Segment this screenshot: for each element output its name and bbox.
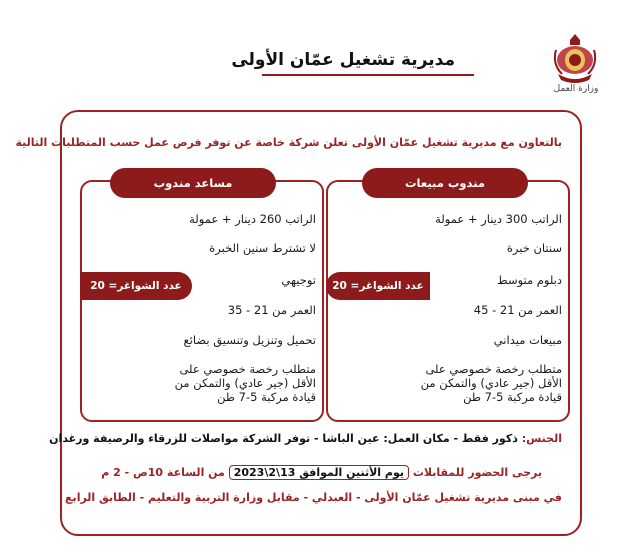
attend-intro: يرجى الحضور للمقابلات: [412, 466, 542, 479]
title-underline: [262, 74, 474, 76]
role-title-assistant-rep: مساعد مندوب: [110, 168, 276, 198]
gender-and-workplace: [49, 432, 562, 445]
requirement-item: دبلوم متوسط: [497, 273, 562, 287]
gender-text: ذكور فقط - مكان العمل: عين الباشا - توفر الشركة مواصلات للزرقاء والرصيفة ورغدان: [49, 432, 518, 445]
page-title: مديرية تشغيل عمّان الأولى: [231, 50, 455, 70]
vacancy-count-assistant-rep: عدد الشواغر= 20: [80, 272, 192, 300]
attend-time: من الساعة 10ص - 2 م: [101, 466, 225, 479]
requirement-item: الراتب 300 دينار + عمولة: [435, 212, 562, 226]
gender-label: الجنس:: [521, 432, 562, 445]
requirement-item: متطلب رخصة خصوصي على الأقل (جير عادي) والتمكن من قيادة مركبة 5-7 طن: [420, 362, 562, 404]
requirement-item: توجيهي: [281, 273, 316, 287]
requirement-item: سنتان خبرة: [506, 241, 562, 255]
requirement-item: العمر من 21 - 35: [227, 303, 316, 317]
requirement-item: مبيعات ميداني: [493, 333, 562, 347]
interview-attendance: [101, 465, 542, 480]
requirement-item: الراتب 260 دينار + عمولة: [189, 212, 316, 226]
intro-text: بالتعاون مع مديرية تشغيل عمّان الأولى تعلن شركة خاصة عن توفر فرص عمل حسب المتطلبات التالية: [15, 136, 562, 149]
requirement-item: العمر من 21 - 45: [473, 303, 562, 317]
requirement-item: تحميل وتنزيل وتنسيق بضائع: [183, 333, 316, 347]
interview-date-badge: يوم الأثنين الموافق 13\2\2023: [229, 465, 409, 480]
requirement-item: متطلب رخصة خصوصي على الأقل (جير عادي) والتمكن من قيادة مركبة 5-7 طن: [174, 362, 316, 404]
requirement-item: لا تشترط سنين الخبرة: [209, 241, 316, 255]
logo-caption: وزارة العمل: [553, 84, 599, 94]
role-title-sales-rep: مندوب مبيعات: [362, 168, 528, 198]
ministry-emblem-icon: [550, 30, 600, 92]
vacancy-count-sales-rep: عدد الشواغر= 20: [326, 272, 430, 300]
interview-location: في مبنى مديرية تشغيل عمّان الأولى - العبدلي - مقابل وزارة التربية والتعليم - الطابق الرابع: [65, 491, 562, 504]
